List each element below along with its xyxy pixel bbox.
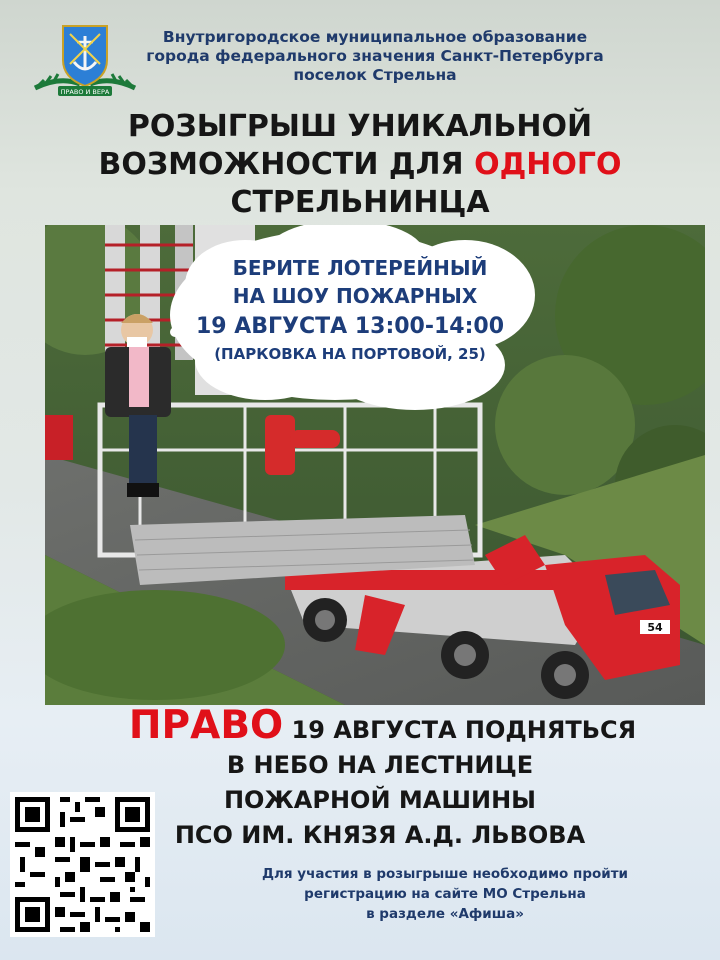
bubble-line-2: НА ШОУ ПОЖАРНЫХ — [232, 284, 478, 308]
prize-highlight: ПРАВО — [128, 703, 284, 748]
note-line-2: регистрацию на сайте МО Стрельна — [304, 886, 586, 902]
bubble-line-3: 19 АВГУСТА 13:00-14:00 — [195, 314, 505, 339]
registration-note — [180, 864, 710, 924]
note-line-1: Для участия в розыгрыше необходимо пройти — [261, 866, 628, 882]
headline-highlight: ОДНОГО — [474, 147, 622, 182]
page-title — [0, 108, 720, 222]
note-line-3: в разделе «Афиша» — [366, 906, 524, 922]
headline-line-3: СТРЕЛЬНИНЦА — [230, 185, 490, 220]
org-line-1: Внутригородское муниципальное образование — [162, 28, 588, 46]
org-line-3: поселок Стрельна — [293, 66, 457, 84]
bubble-line-4: (ПАРКОВКА НА ПОРТОВОЙ, 25) — [214, 345, 486, 363]
prize-line-1 — [0, 703, 720, 748]
prize-line-4: ПСО ИМ. КНЯЗЯ А.Д. ЛЬВОВА — [174, 821, 586, 849]
coat-of-arms-icon — [30, 18, 140, 98]
motto-text: ПРАВО И ВЕРА — [60, 88, 110, 96]
truck-number: 54 — [647, 621, 663, 634]
qr-code-icon[interactable] — [10, 792, 155, 937]
info-bubble — [170, 225, 535, 410]
organization-header — [140, 28, 610, 85]
fire-truck-photo — [45, 225, 705, 705]
prize-line-1-text: 19 АВГУСТА ПОДНЯТЬСЯ — [283, 716, 637, 744]
headline-line-2-text: ВОЗМОЖНОСТИ ДЛЯ — [98, 147, 475, 182]
prize-line-3: ПОЖАРНОЙ МАШИНЫ — [223, 786, 537, 814]
headline-line-1: РОЗЫГРЫШ УНИКАЛЬНОЙ — [127, 109, 593, 144]
org-line-2: города федерального значения Санкт-Петербурга — [146, 47, 604, 65]
bubble-line-1: БЕРИТЕ ЛОТЕРЕЙНЫЙ — [232, 256, 488, 280]
headline-line-2 — [0, 146, 720, 184]
prize-line-2: В НЕБО НА ЛЕСТНИЦЕ — [226, 751, 534, 779]
